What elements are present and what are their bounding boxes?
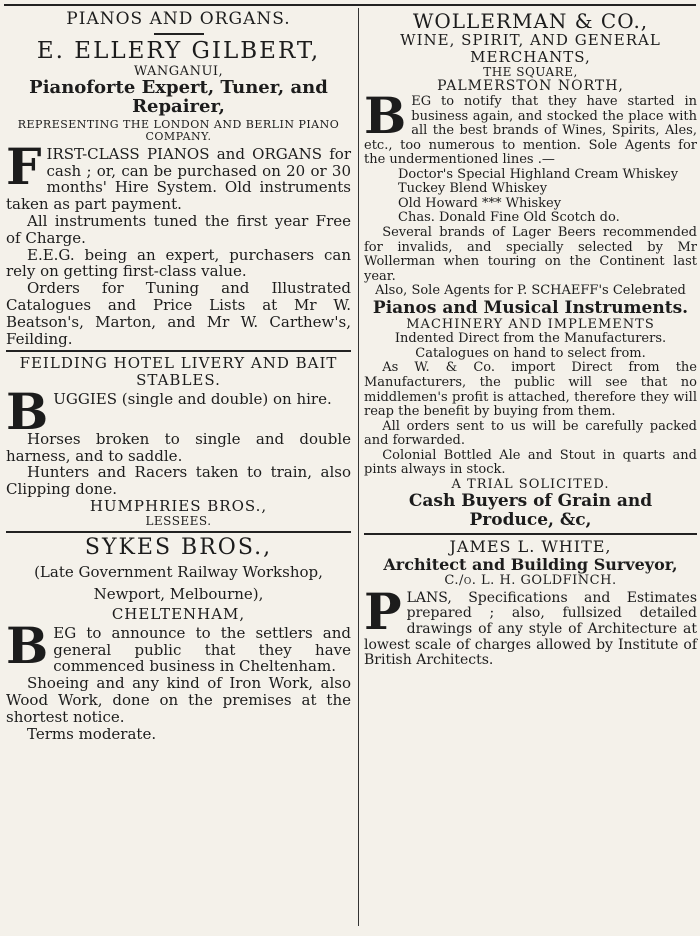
sykes-late: (Late Government Railway Workshop, Newport, Melbourne), (34, 562, 323, 604)
sykes-para-2: Shoeing and any kind of Iron Work, also Wood Work, done on the premises at the shortest notice. (6, 674, 351, 726)
wollerman-name: WOLLERMAN & CO., (412, 9, 649, 33)
wollerman-cash: Cash Buyers of Grain and Produce, &c, (408, 491, 653, 531)
list-item: Old Howard *** Whiskey (398, 195, 562, 211)
column-rule (358, 8, 359, 926)
wollerman-indented: Indented Direct from the Manufacturers. (394, 331, 667, 347)
gilbert-representing: REPRESENTING THE LONDON AND BERLIN PIANO COMPANY. (17, 118, 340, 144)
wollerman-para-6: Colonial Bottled Ale and Stout in quarts and pints always in stock. (364, 447, 697, 478)
sykes-name: SYKES BROS., (84, 535, 273, 561)
top-rule (4, 4, 696, 6)
wollerman-para-5: All orders sent to us will be carefully packed and forwarded. (364, 418, 697, 449)
gilbert-para-3: E.E.G. being an expert, purchasers can rely on getting first-class value. (6, 245, 351, 281)
feilding-para-2: Horses broken to single and double harness, and to saddle. (6, 429, 351, 465)
gilbert-para-2: All instruments tuned the first year Free of Charge. (6, 211, 351, 247)
white-advert (364, 538, 697, 669)
gilbert-trade: Pianoforte Expert, Tuner, and Repairer, (29, 77, 328, 118)
drop-cap: B (6, 615, 49, 675)
drop-cap: B (6, 381, 49, 441)
wollerman-catalogues: Catalogues on hand to select from. (415, 345, 646, 361)
feilding-role: LESSEES. (145, 513, 212, 528)
gilbert-advert (6, 10, 351, 347)
sykes-advert (6, 536, 351, 742)
wollerman-para-2: Several brands of Lager Beers recommended for invalids, and specially selected by Mr Wollerman when touring on the Continent last year. (364, 225, 697, 284)
section-rule (6, 531, 351, 533)
sykes-para-1: BEG to announce to the settlers and general public that they have commenced business in Cheltenham. (6, 615, 351, 676)
wollerman-para-3: Also, Sole Agents for P. SCHAEFF's Celebrated (375, 283, 686, 299)
wollerman-place: THE SQUARE, (483, 64, 578, 79)
white-para-1: PLANS, Specifications and Estimates prepared ; also, fullsized detailed drawings of any style of Architecture at lowest scale of charges allowed by Institute of British Architects. (364, 581, 697, 669)
white-trade: Architect and Building Surveyor, (383, 555, 678, 575)
list-item: Doctor's Special Highland Cream Whiskey (398, 166, 679, 182)
list-item: Tuckey Blend Whiskey (398, 181, 548, 197)
wollerman-machinery: MACHINERY AND IMPLEMENTS (406, 316, 655, 332)
feilding-para-1: BUGGIES (single and double) on hire. (6, 381, 332, 441)
drop-cap: B (364, 86, 407, 146)
section-rule (364, 533, 697, 535)
gilbert-para-4: Orders for Tuning and Illustrated Catalogues and Price Lists at Mr W. Beatson's, Marton, and Mr W. Carthew's, Feilding. (6, 279, 351, 348)
feilding-owner: HUMPHRIES BROS., (89, 497, 268, 516)
divider (154, 33, 204, 35)
list-item: Chas. Donald Fine Old Scotch do. (398, 210, 620, 226)
drop-cap: F (6, 136, 42, 196)
white-name: JAMES L. WHITE, (449, 537, 612, 557)
gilbert-town: WANGANUI, (133, 63, 224, 79)
gilbert-heading: PIANOS AND ORGANS. (66, 9, 291, 29)
drop-cap: P (364, 581, 402, 641)
wollerman-advert (364, 10, 697, 530)
right-column (364, 10, 697, 669)
wollerman-trade: WINE, SPIRIT, AND GENERAL MERCHANTS, (400, 31, 661, 67)
wollerman-town: PALMERSTON NORTH, (437, 78, 624, 95)
wollerman-pianos: Pianos and Musical Instruments. (372, 297, 689, 318)
wollerman-para-1: BEG to notify that they have started in business again, and stocked the place with all the best brands of Wines, Spirits, Ales, etc., too numerous to mention. Sole Agents for the undermentioned lines .— (364, 86, 697, 168)
gilbert-name: E. ELLERY GILBERT, (36, 38, 321, 65)
left-column (6, 10, 351, 742)
white-care-of: C./o. L. H. GOLDFINCH. (444, 573, 617, 589)
whiskey-list (398, 168, 697, 226)
section-rule (6, 350, 351, 352)
feilding-para-3: Hunters and Racers taken to train, also Clipping done. (6, 463, 351, 499)
gilbert-para-1: FIRST-CLASS PIANOS and ORGANS for cash ; or, can be purchased on 20 or 30 months' Hire System. Old instruments taken as part payment. (6, 136, 351, 214)
sykes-town: CHELTENHAM, (111, 604, 246, 623)
feilding-advert (6, 355, 351, 528)
sykes-para-3: Terms moderate. (27, 724, 157, 743)
wollerman-trial: A TRIAL SOLICITED. (451, 476, 610, 492)
feilding-heading: FEILDING HOTEL LIVERY AND BAIT STABLES. (19, 354, 338, 390)
wollerman-para-4: As W. & Co. import Direct from the Manufacturers, the public will see that no middlemen's profit is attached, therefore they will reap the benefit by buying from them. (364, 360, 697, 420)
